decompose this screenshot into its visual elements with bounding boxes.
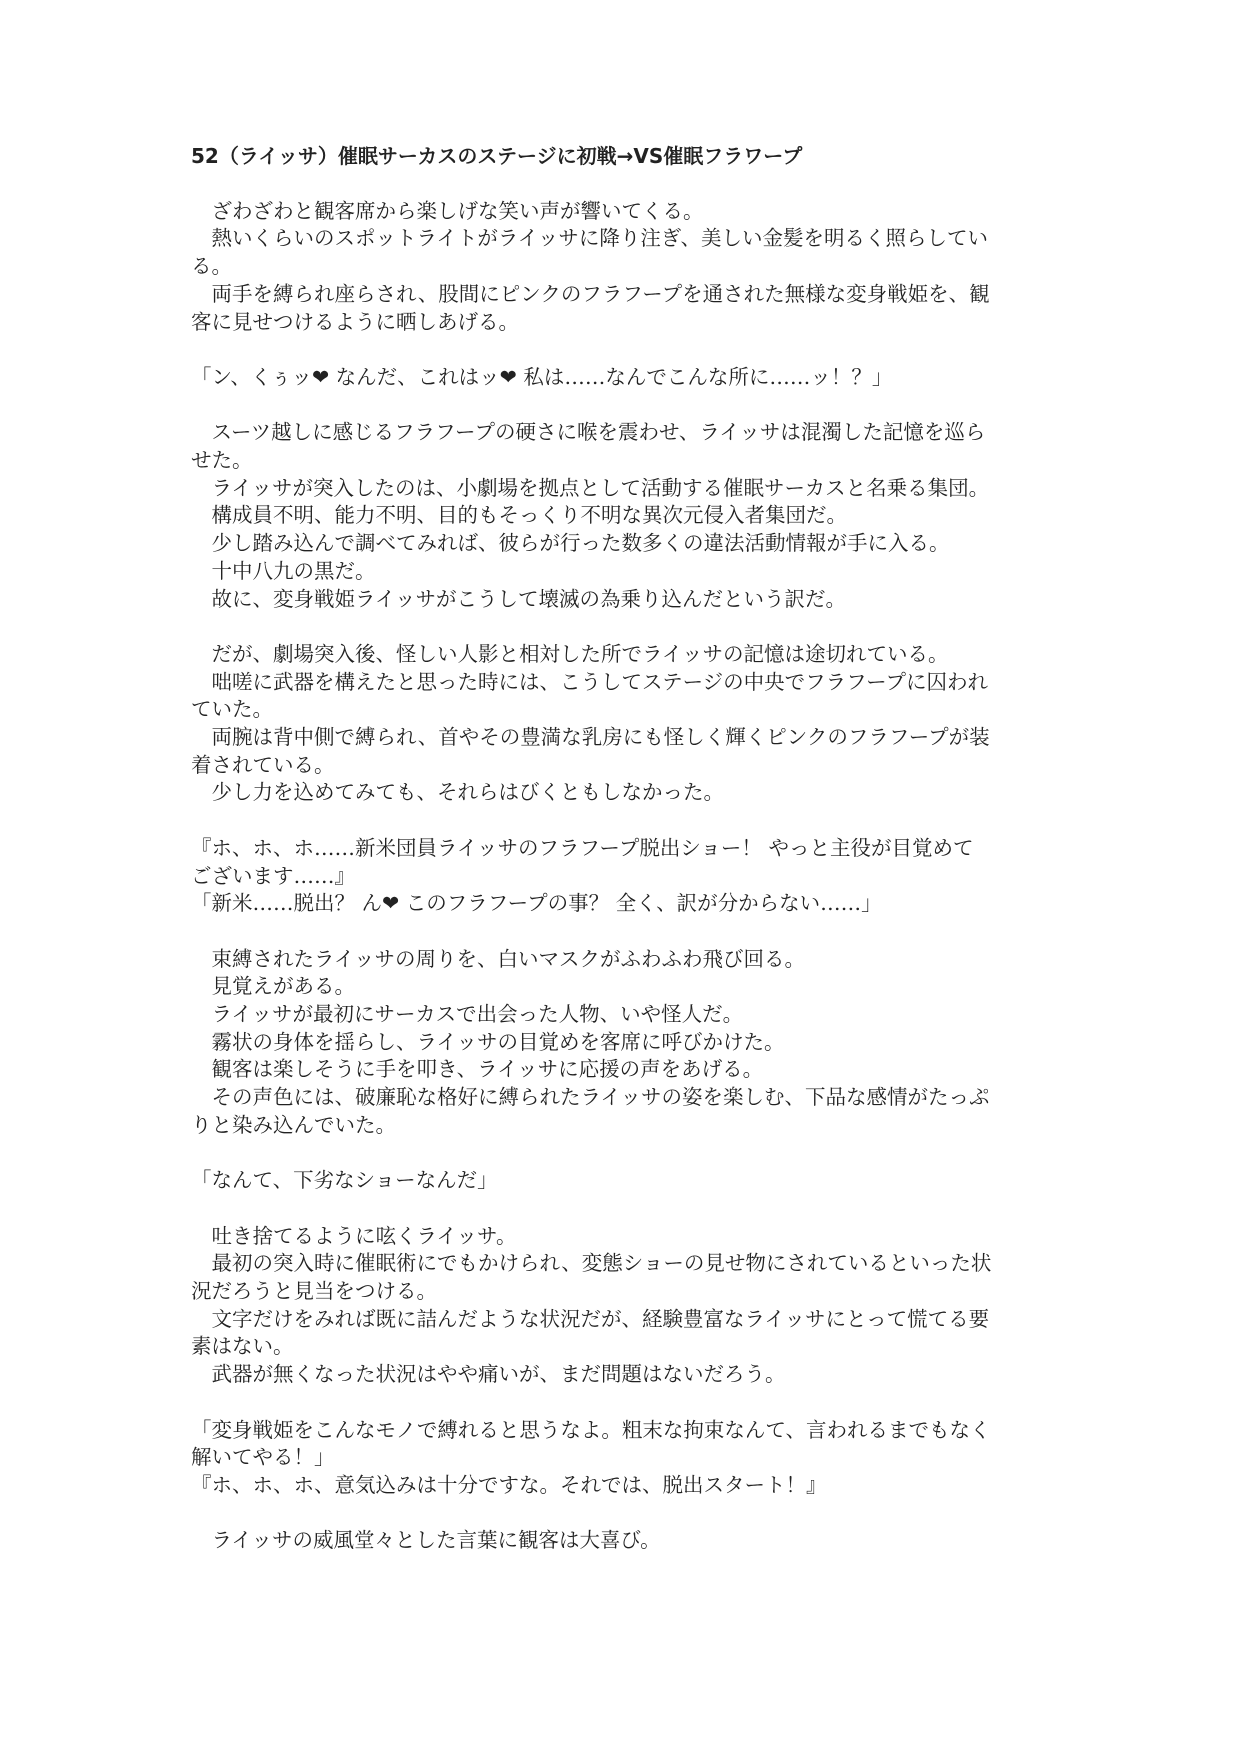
blank-line: [191, 392, 1071, 420]
text-line: 素はない。: [191, 1334, 294, 1359]
blank-line: [191, 613, 1071, 641]
text-line: 束縛されたライッサの周りを、白いマスクがふわふわ飛び回る。: [191, 946, 805, 971]
text-line: 「新米……脱出？ ん❤ このフラフープの事？ 全く、訳が分からない……」: [191, 891, 882, 916]
text-line: 解いてやる！」: [191, 1445, 335, 1470]
text-line: 客に見せつけるように晒しあげる。: [191, 309, 519, 334]
text-line: 最初の突入時に催眠術にでもかけられ、変態ショーの見せ物にされているといった状: [191, 1251, 992, 1276]
text-line: る。: [191, 254, 232, 279]
text-line: ざわざわと観客席から楽しげな笑い声が響いてくる。: [191, 198, 704, 223]
text-line: ライッサが最初にサーカスで出会った人物、いや怪人だ。: [191, 1002, 744, 1026]
text-line: 着されている。: [191, 752, 335, 777]
text-line: 熱いくらいのスポットライトがライッサに降り注ぎ、美しい金髪を明るく照らしてい: [191, 226, 989, 251]
text-line: 十中八九の黒だ。: [191, 558, 376, 583]
text-line: 見覚えがある。: [191, 974, 355, 999]
text-line: 霧状の身体を揺らし、ライッサの目覚めを客席に呼びかけた。: [191, 1029, 785, 1054]
blank-line: [191, 1140, 1071, 1168]
text-line: 「ン、くぅッ❤ なんだ、これはッ❤ 私は……なんでこんな所に……ッ！？」: [191, 364, 893, 389]
text-line: 咄嗟に武器を構えたと思った時には、こうしてステージの中央でフラフープに囚われ: [191, 669, 989, 694]
text-line: だが、劇場突入後、怪しい人影と相対した所でライッサの記憶は途切れている。: [191, 641, 949, 666]
blank-line: [191, 1195, 1071, 1223]
text-line: ていた。: [191, 697, 273, 722]
blank-line: [191, 1500, 1071, 1528]
text-line: 吐き捨てるように呟くライッサ。: [191, 1223, 517, 1248]
text-line: 文字だけをみれば既に詰んだような状況だが、経験豊富なライッサにとって慌てる要: [191, 1306, 990, 1331]
text-line: りと染み込んでいた。: [191, 1112, 396, 1137]
text-line: 観客は楽しそうに手を叩き、ライッサに応援の声をあげる。: [191, 1057, 764, 1082]
text-line: 少し力を込めてみても、それらはびくともしなかった。: [191, 780, 724, 805]
text-line: 両手を縛られ座らされ、股間にピンクのフラフープを通された無様な変身戦姫を、観: [191, 281, 990, 306]
blank-line: [191, 336, 1071, 364]
text-line: ライッサが突入したのは、小劇場を拠点として活動する催眠サーカスと名乗る集団。: [191, 475, 990, 500]
text-line: 『ホ、ホ、ホ……新米団員ライッサのフラフープ脱出ショー！ やっと主役が目覚めて: [191, 835, 974, 860]
blank-line: [191, 807, 1071, 835]
text-line: せた。: [191, 447, 253, 472]
text-line: 両腕は背中側で縛られ、首やその豊満な乳房にも怪しく輝くピンクのフラフープが装: [191, 725, 990, 749]
document-body: [191, 142, 1071, 1555]
text-line: 「なんて、下劣なショーなんだ」: [191, 1168, 498, 1193]
blank-line: [191, 918, 1071, 946]
text-line: その声色には、破廉恥な格好に縛られたライッサの姿を楽しむ、下品な感情がたっぷ: [191, 1085, 990, 1110]
text-line: ございます……』: [191, 863, 355, 888]
text-line: 構成員不明、能力不明、目的もそっくり不明な異次元侵入者集団だ。: [191, 503, 847, 528]
text-line: ライッサの威風堂々とした言葉に観客は大喜び。: [191, 1528, 661, 1553]
text-line: 「変身戦姫をこんなモノで縛れると思うなよ。粗末な拘束なんて、言われるまでもなく: [191, 1417, 991, 1442]
chapter-title: 52（ライッサ）催眠サーカスのステージに初戦→VS催眠フラワープ: [191, 144, 803, 168]
text-line: スーツ越しに感じるフラフープの硬さに喉を震わせ、ライッサは混濁した記憶を巡ら: [191, 420, 986, 445]
text-line: 況だろうと見当をつける。: [191, 1279, 437, 1303]
text-line: 故に、変身戦姫ライッサがこうして壊滅の為乗り込んだという訳だ。: [191, 586, 846, 611]
blank-line: [191, 1389, 1071, 1417]
text-line: 武器が無くなった状況はやや痛いが、まだ問題はないだろう。: [191, 1362, 786, 1387]
body-text: [191, 198, 1071, 1555]
text-line: 『ホ、ホ、ホ、意気込みは十分ですな。それでは、脱出スタート！』: [191, 1472, 827, 1497]
text-line: 少し踏み込んで調べてみれば、彼らが行った数多くの違法活動情報が手に入る。: [191, 531, 950, 556]
